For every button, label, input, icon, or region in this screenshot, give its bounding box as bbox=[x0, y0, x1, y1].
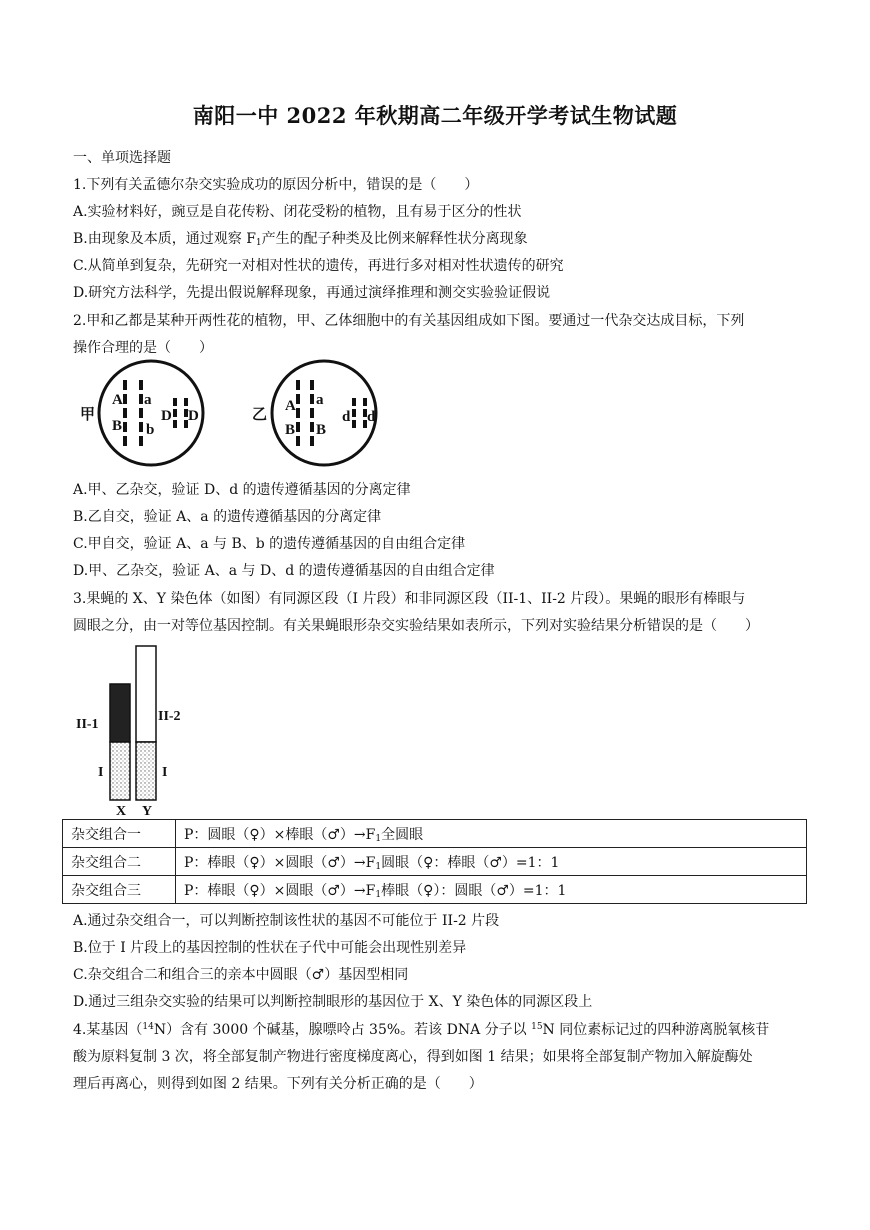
y-chromosome-ii2-segment bbox=[136, 646, 156, 742]
table-row bbox=[63, 820, 807, 848]
cell-yi bbox=[252, 361, 376, 465]
q3-stem-line2: 圆眼之分，由一对等位基因控制。有关果蝇眼形杂交实验结果如表所示，下列对实验结果分析错误的是（ ） bbox=[73, 618, 759, 634]
label-ii1: II-1 bbox=[76, 717, 99, 732]
q3-option-d: D.通过三组杂交实验的结果可以判断控制眼形的基因位于 X、Y 染色体的同源区段上 bbox=[73, 994, 593, 1010]
q2-option-b: B.乙自交，验证 A、a 的遗传遵循基因的分离定律 bbox=[73, 509, 382, 525]
x-chromosome-i-segment bbox=[110, 742, 130, 800]
table-row bbox=[63, 848, 807, 876]
cross-result: P：棒眼（♀）×圆眼$(♂)\to F_1$棒眼（♀）：圆眼（♂）=1：1 bbox=[176, 876, 807, 904]
yi-gene-A: A bbox=[285, 398, 296, 414]
cross-key: 杂交组合二 bbox=[63, 848, 176, 876]
q2-option-d: D.甲、乙杂交，验证 A、a 与 D、d 的遗传遵循基因的自由组合定律 bbox=[73, 563, 495, 579]
q3-option-b: B.位于 I 片段上的基因控制的性状在子代中可能会出现性别差异 bbox=[73, 940, 467, 956]
q2-cell-figure bbox=[80, 358, 410, 473]
yi-gene-d1: d bbox=[342, 409, 351, 425]
jia-gene-A: A bbox=[112, 392, 123, 408]
yi-gene-B2: B bbox=[316, 422, 327, 438]
q2-stem-line2: 操作合理的是（ ） bbox=[73, 340, 213, 356]
q1-stem: 1.下列有关孟德尔杂交实验成功的原因分析中，错误的是（ ） bbox=[73, 177, 479, 193]
q3-stem-line1: 3.果蝇的 X、Y 染色体（如图）有同源区段（I 片段）和非同源区段（II-1、II-2 片段）。果蝇的眼形有棒眼与 bbox=[73, 591, 746, 607]
label-ii2: II-2 bbox=[158, 709, 181, 724]
jia-gene-b: b bbox=[146, 422, 155, 438]
label-y: Y bbox=[142, 804, 153, 818]
label-i-left: I bbox=[98, 765, 104, 780]
q3-option-c: C.杂交组合二和组合三的亲本中圆眼（♂）基因型相同 bbox=[73, 967, 409, 983]
q1-option-a: A.实验材料好，豌豆是自花传粉、闭花受粉的植物，且有易于区分的性状 bbox=[73, 204, 522, 220]
q1-option-d: D.研究方法科学，先提出假说解释现象，再通过演绎推理和测交实验验证假说 bbox=[73, 285, 551, 301]
cross-key: 杂交组合一 bbox=[63, 820, 176, 848]
q4-stem-line3: 理后再离心，则得到如图 2 结果。下列有关分析正确的是（ ） bbox=[73, 1076, 483, 1092]
cross-result: P：棒眼（♀）×圆眼$(♂)\to F_1$圆眼（♀：棒眼（♂）=1：1 bbox=[176, 848, 807, 876]
jia-gene-D1: D bbox=[161, 408, 172, 424]
cell-jia-label: 甲 bbox=[80, 407, 96, 423]
q1-option-c: C.从简单到复杂，先研究一对相对性状的遗传，再进行多对相对性状遗传的研究 bbox=[73, 258, 564, 274]
yi-gene-a: a bbox=[316, 392, 324, 408]
jia-gene-D2: D bbox=[188, 408, 199, 424]
q1-option-b: B.由现象及本质，通过观察 $F_1$产生的配子种类及比例来解释性状分离现象 bbox=[73, 231, 528, 248]
q2-option-c: C.甲自交，验证 A、a 与 B、b 的遗传遵循基因的自由组合定律 bbox=[73, 536, 466, 552]
q3-option-a: A.通过杂交组合一，可以判断控制该性状的基因不可能位于 II-2 片段 bbox=[73, 913, 500, 929]
cell-jia bbox=[80, 361, 203, 465]
label-i-right: I bbox=[162, 765, 168, 780]
yi-gene-B1: B bbox=[285, 422, 296, 438]
table-row bbox=[63, 876, 807, 904]
x-chromosome-ii1-segment bbox=[110, 684, 130, 742]
yi-gene-d2: d bbox=[367, 409, 376, 425]
q4-stem-line1: 4.某基因（$^{14}$N）含有 3000 个碱基，腺嘌呤占 35%。若该 DNA 分子以 $^{15}$N 同位素标记过的四种游离脱氧核苷 bbox=[73, 1022, 770, 1038]
section-heading: 一、单项选择题 bbox=[73, 150, 171, 166]
q2-stem-line1: 2.甲和乙都是某种开两性花的植物，甲、乙体细胞中的有关基因组成如下图。要通过一代杂交达成目标，下列 bbox=[73, 313, 745, 329]
cross-result: P：圆眼（♀）×棒眼$(♂)\to F_1$全圆眼 bbox=[176, 820, 807, 848]
cross-key: 杂交组合三 bbox=[63, 876, 176, 904]
jia-gene-a: a bbox=[144, 392, 152, 408]
cross-results-table bbox=[62, 819, 807, 904]
q4-stem-line2: 酸为原料复制 3 次，将全部复制产物进行密度梯度离心，得到如图 1 结果；如果将全部复制产物加入解旋酶处 bbox=[73, 1049, 753, 1065]
y-chromosome-i-segment bbox=[136, 742, 156, 800]
q2-option-a: A.甲、乙杂交，验证 D、d 的遗传遵循基因的分离定律 bbox=[73, 482, 411, 498]
q3-xy-chromosome-figure bbox=[76, 642, 206, 818]
label-x: X bbox=[116, 804, 127, 818]
jia-gene-B: B bbox=[112, 418, 123, 434]
page-title: 南阳一中 2022 年秋期高二年级开学考试生物试题 bbox=[192, 103, 678, 128]
cell-yi-label: 乙 bbox=[252, 407, 268, 423]
